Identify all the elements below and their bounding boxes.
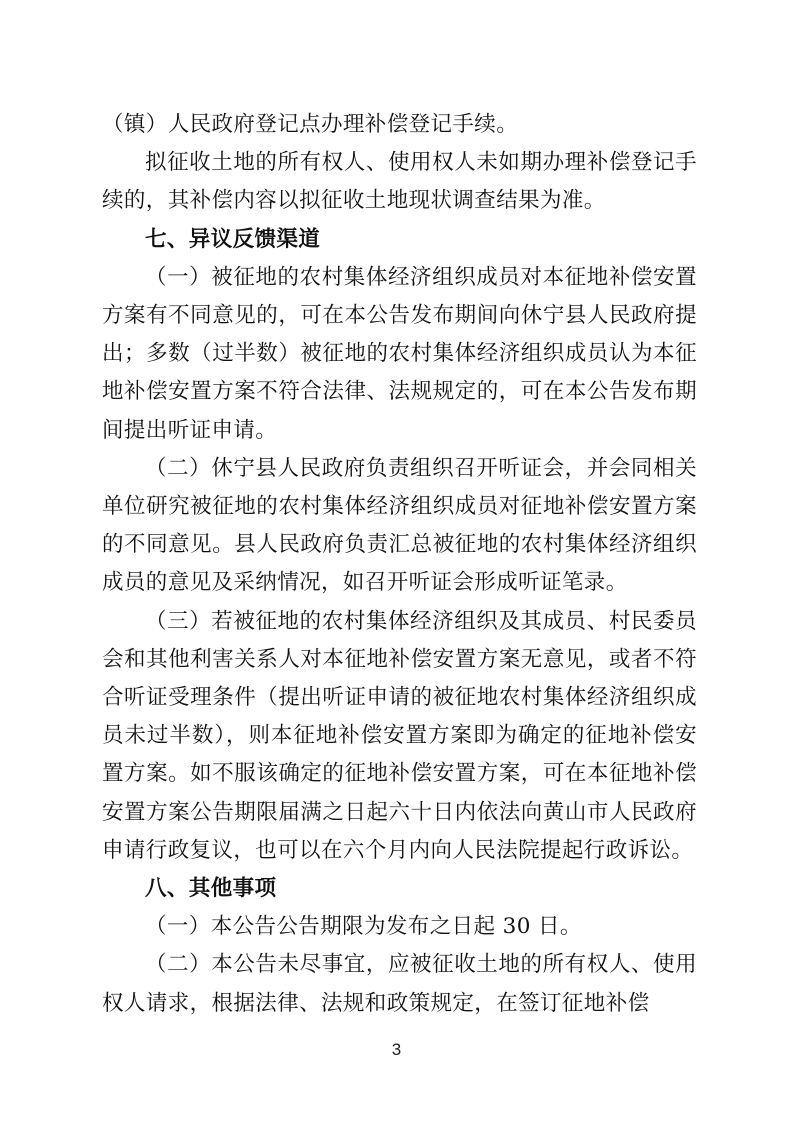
paragraph-other-1: （一）本公告公告期限为发布之日起 30 日。 xyxy=(145,914,582,940)
section-heading-other-matters: 八、其他事项 xyxy=(145,876,277,902)
page-number: 3 xyxy=(391,1040,402,1059)
paragraph-objection-1: （一）被征地的农村集体经济组织成员对本征地补偿安置方案有不同意见的，可在本公告发布期间向休宁县人民政府提出；多数（过半数）被征地的农村集体经济组织成员认为本征地补偿安置方案不符合法律、法规规定的，可在本公告发布期间提出听证申请。 xyxy=(102,264,697,443)
paragraph-objection-3: （三）若被征地的农村集体经济组织及其成员、村民委员会和其他利害关系人对本征地补偿安置方案无意见，或者不符合听证受理条件（提出听证申请的被征地农村集体经济组织成员未过半数），则本征地补偿安置方案即为确定的征地补偿安置方案。如不服该确定的征地补偿安置方案，可在本征地补偿安置方案公告期限届满之日起六十日内依法向黄山市人民政府申请行政复议，也可以在六个月内向人民法院提起行政诉讼。 xyxy=(102,608,697,863)
section-heading-objection-channels: 七、异议反馈渠道 xyxy=(145,226,321,252)
paragraph-other-2: （二）本公告未尽事宜，应被征收土地的所有权人、使用权人请求，根据法律、法规和政策规定，在签订征地补偿 xyxy=(102,952,697,1016)
document-body xyxy=(102,106,697,1023)
paragraph-objection-2: （二）休宁县人民政府负责组织召开听证会，并会同相关单位研究被征地的农村集体经济组织成员对征地补偿安置方案的不同意见。县人民政府负责汇总被征地的农村集体经济组织成员的意见及采纳情况，如召开听证会形成听证笔录。 xyxy=(102,455,697,596)
paragraph-registration-office: （镇）人民政府登记点办理补偿登记手续。 xyxy=(102,112,519,137)
paragraph-registration-deadline: 拟征收土地的所有权人、使用权人未如期办理补偿登记手续的，其补偿内容以拟征收土地现状调查结果为准。 xyxy=(102,150,697,214)
